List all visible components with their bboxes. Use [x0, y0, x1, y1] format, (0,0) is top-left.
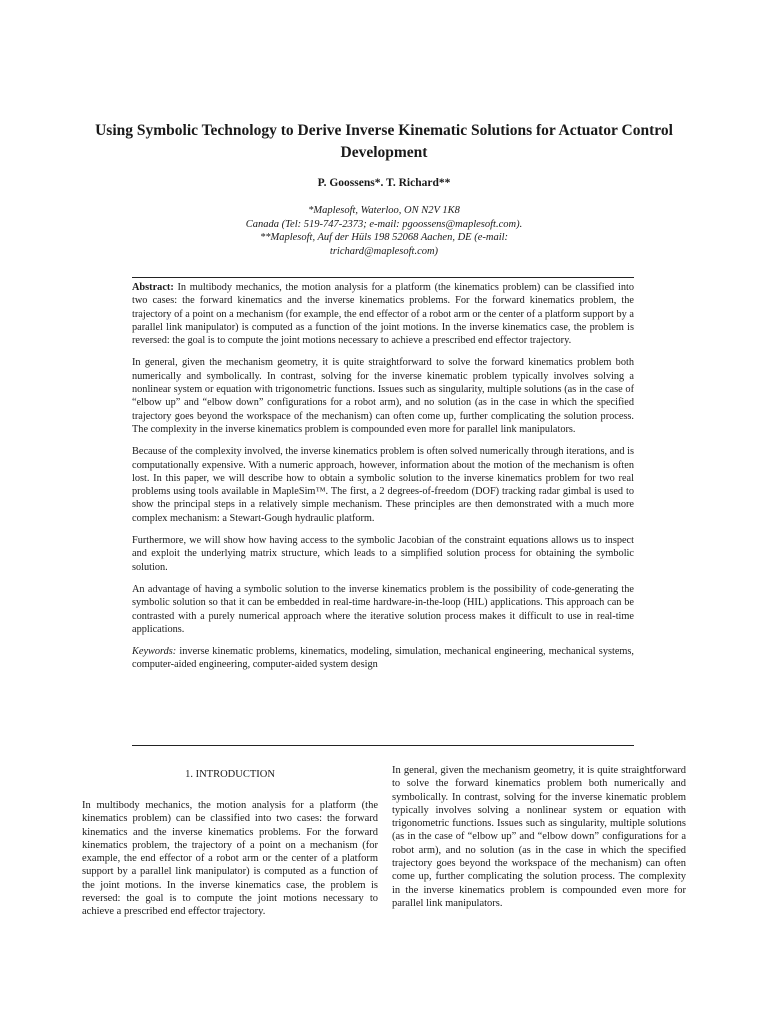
left-column: [82, 764, 378, 919]
section-heading-introduction: 1. INTRODUCTION: [185, 769, 275, 780]
affiliation-line: **Maplesoft, Auf der Hüls 198 52068 Aachen, DE (e-mail:: [259, 232, 509, 243]
abstract-paragraph: Furthermore, we will show how having access to the symbolic Jacobian of the constraint equations allows us to inspect and exploit the underlying matrix structure, which leads to a simplified solution process for obtaining the symbolic solution.: [132, 535, 634, 573]
affiliation-line: Canada (Tel: 519-747-2373; e-mail: pgoossens@maplesoft.com).: [245, 218, 523, 230]
right-column: [392, 764, 686, 910]
author-affiliations: [140, 204, 628, 258]
abstract-paragraph: Because of the complexity involved, the inverse kinematics problem is often solved numerically through iterations, and is computationally expensive. With a numeric approach, however, information about the motion of the mechanism is often lost. In this paper, we will describe how to obtain a symbolic solution to the inverse kinematics problem for two real problems using tools available in MapleSim™. The first, a 2 degrees-of-freedom (DOF) tracking radar gimbal is used to show the principal steps in a relatively simple mechanism. These principles are then demonstrated with a much more complex mechanism: a Stewart-Gough hydraulic platform.: [132, 446, 634, 524]
affiliation-line: *Maplesoft, Waterloo, ON N2V 1K8: [308, 205, 460, 216]
abstract-paragraph: In general, given the mechanism geometry, it is quite straightforward to solve the forward kinematics problem both numerically and symbolically. In contrast, solving for the inverse kinematic problem typically involves solving a nonlinear system or equation with trigonometric functions. Issues such as singularity, multiple solutions (as in the case of “elbow up” and “elbow down” configurations for a robot arm), and no solution (as in the case in which the specified trajectory goes beyond the workspace of the mechanism) can often come up, further complicating the solution process. The complexity in the inverse kinematics problem is compounded even more for parallel link manipulators.: [132, 357, 634, 435]
abstract-block: [132, 281, 634, 681]
affiliation-line: trichard@maplesoft.com): [329, 245, 439, 257]
abstract-label: Abstract:: [132, 282, 174, 293]
abstract-paragraph: An advantage of having a symbolic solution to the inverse kinematics problem is the possibility of code-generating the symbolic solution so that it can be embedded in real-time hardware-in-the-loop (HIL) applications. This approach can be contrasted with a purely numerical approach where the iterative solution process makes it difficult to use in real-time applications.: [132, 583, 634, 635]
body-paragraph: In multibody mechanics, the motion analysis for a platform (the kinematics problem) can be classified into two cases: the forward kinematics and the inverse kinematics problems. For the forward kinematics problem, the trajectory of a point on a mechanism (for example, the end effector of a robot arm or the center of a platform support by a parallel link manipulator) is computed as a function of the joint motions. In the inverse kinematics case, the problem is reversed: the goal is to compute the joint motions necessary to achieve a prescribed end effector trajectory.: [82, 800, 378, 918]
keywords-paragraph: [132, 645, 634, 672]
paper-title: Using Symbolic Technology to Derive Inverse Kinematic Solutions for Actuator Control Development: [95, 122, 673, 161]
paper-authors: P. Goossens*. T. Richard**: [317, 177, 451, 189]
abstract-bottom-rule: [132, 745, 634, 746]
abstract-paragraph: [132, 281, 634, 347]
keywords-text: inverse kinematic problems, kinematics, modeling, simulation, mechanical engineering, mechanical systems, computer-aided engineering, computer-aided system design: [132, 646, 634, 671]
keywords-label: Keywords:: [132, 646, 177, 658]
abstract-top-rule: [132, 277, 634, 278]
abstract-text: In multibody mechanics, the motion analysis for a platform (the kinematics problem) can be classified into two cases: the forward kinematics and the inverse kinematics problems. For the forward kinematics problem, the trajectory of a point on a mechanism (for example, the end effector of a robot arm or the center of a platform support by a parallel link manipulator) is computed as a function of the joint motions. In the inverse kinematics case, the problem is reversed: the goal is to compute the joint motions necessary to achieve a prescribed end effector trajectory.: [132, 282, 634, 347]
body-paragraph: In general, given the mechanism geometry, it is quite straightforward to solve the forward kinematics problem both numerically and symbolically. In contrast, solving for the inverse kinematic problem typically involves solving a nonlinear system or equation with trigonometric functions. Issues such as singularity, multiple solutions (as in the case of “elbow up” and “elbow down” configurations for a robot arm), and no solution (as in the case in which the specified trajectory goes beyond the workspace of the mechanism) can often come up, further complicating the solution process. The complexity in the inverse kinematics problem is compounded even more for parallel link manipulators.: [392, 765, 686, 909]
